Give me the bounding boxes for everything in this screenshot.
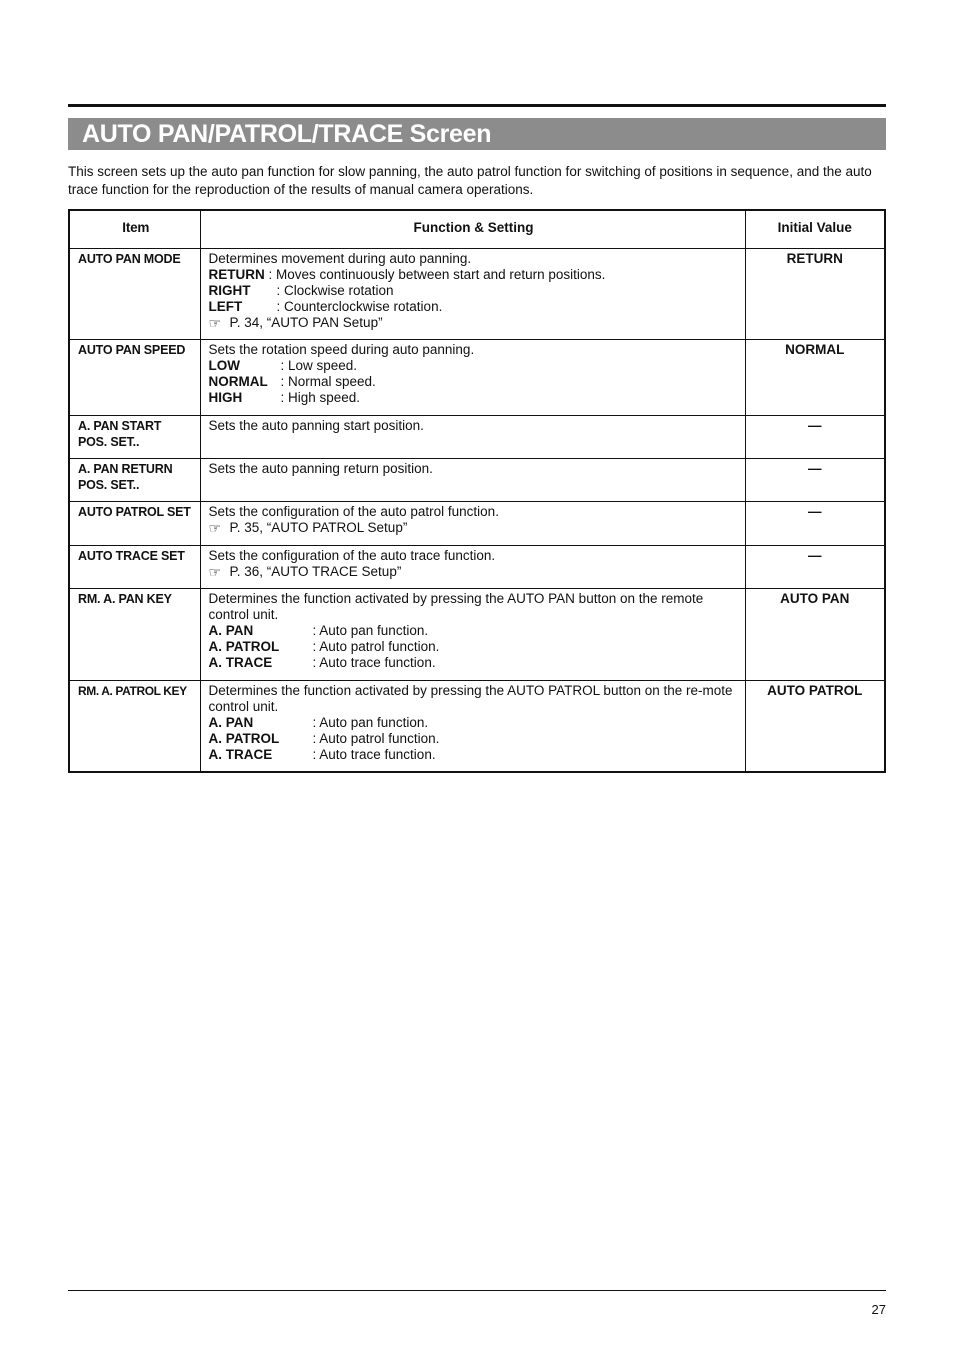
top-rule (68, 104, 886, 107)
function-description: Sets the auto panning return position. (208, 460, 433, 476)
option-line (209, 299, 739, 315)
header-item: Item (69, 210, 200, 248)
function-description: Sets the rotation speed during auto panning. (208, 341, 475, 357)
option-value: : Normal speed. (280, 373, 376, 389)
option-value: : Counterclockwise rotation. (276, 298, 443, 314)
option-line (209, 623, 739, 639)
option-line (209, 283, 739, 299)
bottom-rule (68, 1290, 886, 1291)
option-value: : Auto trace function. (312, 654, 436, 670)
option-value: : High speed. (280, 389, 361, 405)
table-row (69, 545, 885, 588)
option-line (209, 390, 739, 406)
option-value: : Auto patrol function. (312, 730, 440, 746)
option-line (209, 267, 739, 283)
initial-value-cell: — (745, 545, 885, 588)
pointing-hand-icon: ☞ (208, 563, 222, 580)
option-value: : Auto pan function. (312, 622, 429, 638)
page-reference (209, 520, 739, 536)
item-label-line1: A. PAN RETURN (78, 461, 173, 476)
function-description: Determines movement during auto panning. (208, 250, 472, 266)
function-description: Sets the auto panning start position. (208, 417, 424, 433)
reference-text: P. 36, “AUTO TRACE Setup” (229, 563, 402, 579)
pointing-hand-icon: ☞ (208, 519, 222, 536)
function-cell (200, 680, 745, 772)
option-key: NORMAL (208, 373, 268, 389)
option-line (209, 655, 739, 671)
option-line (209, 358, 739, 374)
table-row (69, 680, 885, 772)
option-key: RIGHT (208, 282, 251, 298)
item-cell: AUTO PATROL SET (69, 501, 200, 545)
initial-value-cell: AUTO PATROL (745, 680, 885, 772)
option-key: A. PAN (208, 714, 254, 730)
option-key: A. PATROL (208, 638, 280, 654)
option-key: LEFT (208, 298, 243, 314)
option-key: A. PAN (208, 622, 254, 638)
item-cell (69, 415, 200, 458)
option-line (209, 374, 739, 390)
option-line (209, 747, 739, 763)
header-initial: Initial Value (745, 210, 885, 248)
intro-paragraph: This screen sets up the auto pan function for slow panning, the auto patrol function for switching of positions in sequence, and the auto trace function for the reproduction of the results of manual camera operations. (68, 164, 872, 197)
reference-text: P. 34, “AUTO PAN Setup” (229, 314, 383, 330)
function-cell (200, 545, 745, 588)
reference-text: P. 35, “AUTO PATROL Setup” (229, 519, 408, 535)
section-title: AUTO PAN/PATROL/TRACE Screen (68, 118, 886, 150)
function-description: Determines the function activated by pressing the AUTO PAN button on the remote control unit. (208, 590, 704, 622)
function-cell (200, 501, 745, 545)
item-cell (69, 458, 200, 501)
option-key: A. PATROL (208, 730, 280, 746)
option-line (209, 731, 739, 747)
option-value: : Moves continuously between start and return positions. (264, 266, 606, 282)
item-cell: AUTO PAN MODE (69, 248, 200, 339)
item-label-line1: A. PAN START (78, 418, 162, 433)
option-key: RETURN (208, 266, 265, 282)
option-value: : Auto pan function. (312, 714, 429, 730)
option-line (209, 715, 739, 731)
option-key: HIGH (208, 389, 243, 405)
initial-value-cell: AUTO PAN (745, 588, 885, 680)
initial-value-cell: — (745, 501, 885, 545)
function-cell (200, 415, 745, 458)
page-number: 27 (871, 1302, 886, 1317)
option-key: A. TRACE (208, 654, 273, 670)
option-key: A. TRACE (208, 746, 273, 762)
initial-value-cell: — (745, 415, 885, 458)
table-row (69, 339, 885, 415)
table-row (69, 458, 885, 501)
option-line (209, 639, 739, 655)
function-description: Determines the function activated by pressing the AUTO PATROL button on the re-mote control unit. (208, 682, 733, 714)
table-row (69, 501, 885, 545)
header-function: Function & Setting (200, 210, 745, 248)
function-cell (200, 339, 745, 415)
option-key: LOW (208, 357, 240, 373)
settings-table (68, 209, 886, 773)
initial-value-cell: — (745, 458, 885, 501)
option-value: : Auto trace function. (312, 746, 436, 762)
option-value: : Auto patrol function. (312, 638, 440, 654)
function-cell (200, 248, 745, 339)
item-cell: AUTO PAN SPEED (69, 339, 200, 415)
table-row (69, 248, 885, 339)
item-label-line2: POS. SET.. (78, 477, 140, 492)
table-row (69, 588, 885, 680)
function-cell (200, 458, 745, 501)
option-value: : Low speed. (280, 357, 358, 373)
item-cell: RM. A. PAN KEY (69, 588, 200, 680)
function-description: Sets the configuration of the auto trace function. (208, 547, 496, 563)
table-header-row (69, 210, 885, 248)
table-row (69, 415, 885, 458)
function-description: Sets the configuration of the auto patrol function. (208, 503, 499, 519)
page-reference (209, 315, 739, 331)
item-label-line2: POS. SET.. (78, 434, 140, 449)
item-cell: RM. A. PATROL KEY (69, 680, 200, 772)
option-value: : Clockwise rotation (276, 282, 394, 298)
pointing-hand-icon: ☞ (208, 314, 222, 331)
initial-value-cell: NORMAL (745, 339, 885, 415)
function-cell (200, 588, 745, 680)
initial-value-cell: RETURN (745, 248, 885, 339)
page-reference (209, 564, 739, 580)
item-cell: AUTO TRACE SET (69, 545, 200, 588)
